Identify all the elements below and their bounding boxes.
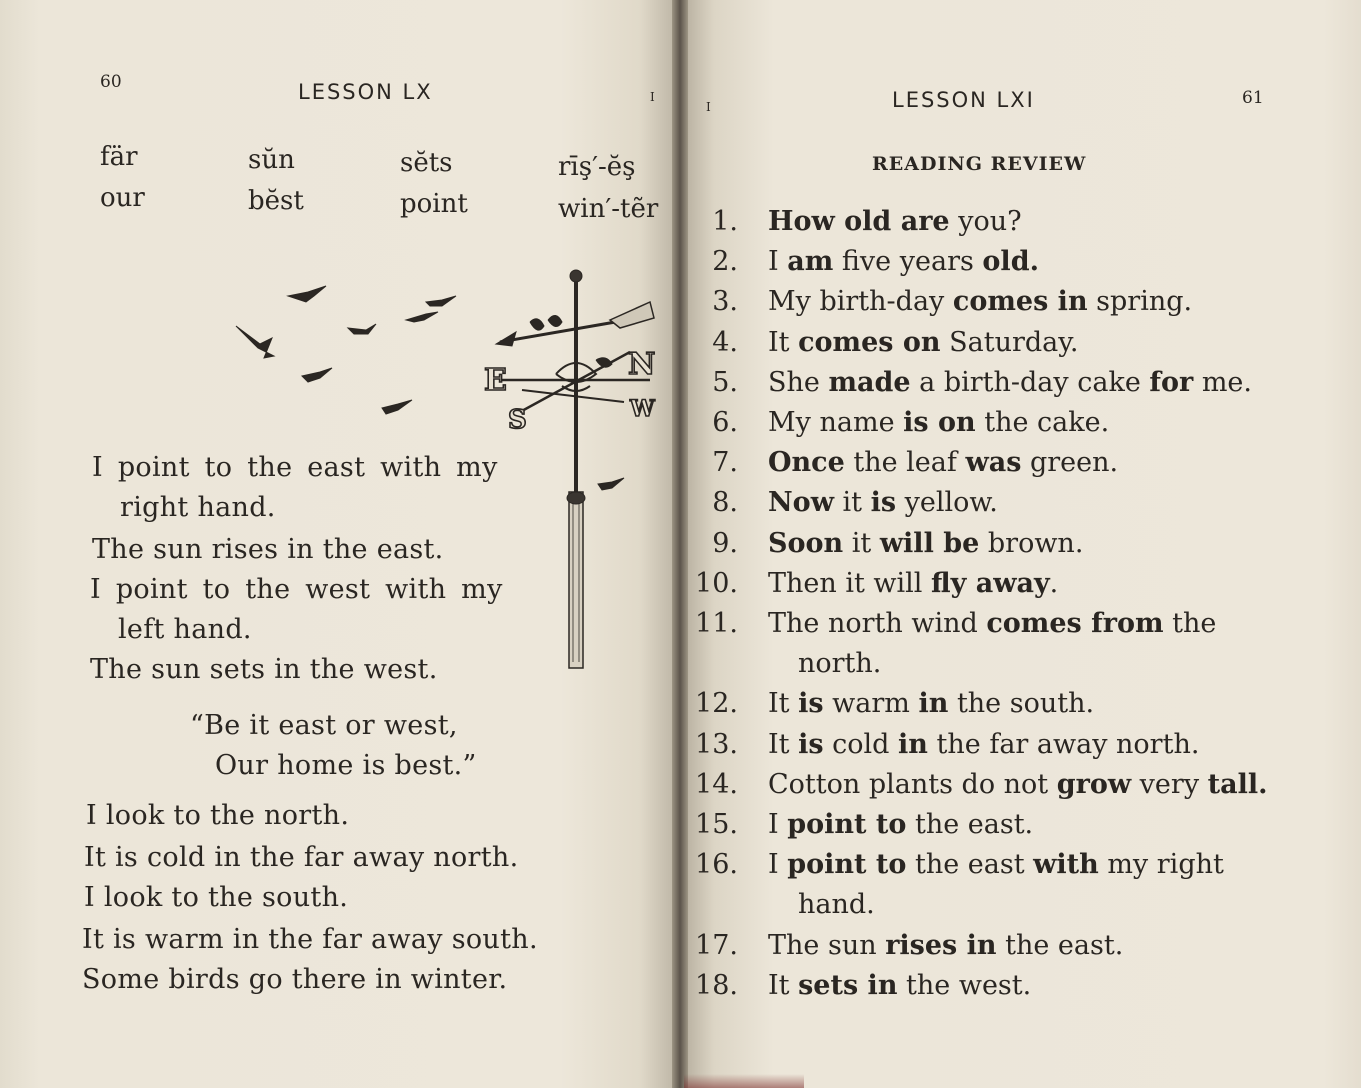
- vocab-word: sĕts: [400, 148, 453, 178]
- review-item-number: 4.: [712, 326, 738, 358]
- plain-word: Cotton plants do not: [768, 768, 1057, 800]
- right-lesson-title: LESSON LXI: [892, 88, 1035, 112]
- plain-word: Then it will: [768, 567, 932, 599]
- bold-word: comes on: [798, 326, 941, 358]
- bold-word: in: [918, 688, 949, 720]
- plain-word: spring.: [1087, 286, 1193, 318]
- review-item-text: [768, 568, 1058, 599]
- review-item-text: [768, 447, 1118, 478]
- plain-word: it: [833, 487, 871, 519]
- vocab-word: win′-tẽr: [558, 194, 659, 224]
- review-item-number: 9.: [712, 527, 738, 559]
- right-page-number: 61: [1242, 88, 1264, 108]
- bold-word: is: [798, 728, 824, 760]
- body-line: left hand.: [118, 614, 252, 645]
- body-line: It is cold in the far away north.: [84, 842, 519, 873]
- compass-letter: E: [484, 363, 507, 398]
- bold-word: old.: [982, 246, 1039, 278]
- bold-word: point to: [787, 809, 907, 840]
- review-item-number: 7.: [712, 447, 738, 479]
- bold-word: made: [828, 366, 911, 398]
- weathervane-icon: [496, 270, 654, 668]
- bold-word: Soon: [768, 527, 844, 559]
- review-item-text: [768, 487, 998, 518]
- bold-word: in: [898, 728, 928, 760]
- plain-word: It: [768, 326, 799, 358]
- plain-word: Saturday.: [940, 326, 1079, 358]
- review-item-number: 10.: [695, 567, 738, 599]
- body-line: I point to the west with my: [90, 574, 503, 605]
- plain-word: cold: [823, 728, 899, 760]
- plain-word: it: [843, 527, 880, 559]
- plain-word: .: [1049, 567, 1059, 599]
- review-item-number: 2.: [712, 246, 738, 278]
- body-line: I look to the south.: [84, 882, 349, 913]
- bold-word: am: [787, 246, 834, 278]
- review-item-text: [768, 809, 1033, 840]
- plain-word: the: [1163, 608, 1217, 639]
- bold-word: with: [1033, 849, 1099, 881]
- plain-word: my right: [1098, 849, 1224, 881]
- review-item-text: [768, 688, 1094, 719]
- left-lesson-title: LESSON LX: [298, 80, 433, 104]
- bold-word: comes in: [952, 286, 1088, 318]
- bold-word: Once: [768, 447, 845, 479]
- left-corner-mark: I: [650, 90, 655, 104]
- bold-word: was: [965, 447, 1022, 479]
- review-item-number: 15.: [695, 809, 738, 840]
- plain-word: the east.: [906, 809, 1034, 840]
- review-item-text: [768, 970, 1031, 1001]
- poem-line: “Be it east or west,: [190, 710, 458, 741]
- vocab-word: point: [400, 189, 468, 219]
- plain-word: It: [768, 728, 799, 760]
- plain-word: It: [768, 688, 799, 720]
- body-line: The sun sets in the west.: [90, 654, 438, 685]
- review-item-text: [768, 729, 1199, 760]
- review-item-text: [768, 930, 1123, 961]
- body-line: right hand.: [120, 492, 276, 523]
- review-item-number: 3.: [712, 286, 738, 318]
- plain-word: green.: [1021, 447, 1119, 479]
- review-item-number: 14.: [695, 768, 738, 800]
- plain-word: the east.: [996, 929, 1124, 961]
- vocab-word: bĕst: [248, 186, 304, 216]
- bold-word: is: [870, 487, 897, 519]
- vocab-word: rīş′-ĕş: [558, 152, 636, 182]
- right-corner-mark: I: [706, 100, 711, 114]
- plain-word: brown.: [979, 527, 1084, 559]
- poem-line: Our home is best.”: [215, 750, 477, 781]
- body-line: Some birds go there in winter.: [82, 964, 508, 995]
- review-item-number: 13.: [695, 728, 738, 760]
- plain-word: me.: [1193, 366, 1252, 398]
- plain-word: the leaf: [844, 447, 966, 479]
- compass-letter: W: [630, 396, 655, 422]
- vocab-word: sŭn: [248, 145, 295, 175]
- plain-word: I: [768, 809, 788, 840]
- plain-word: five years: [833, 246, 983, 278]
- vocab-word: fär: [100, 142, 138, 172]
- plain-word: I: [768, 849, 788, 881]
- plain-word: The north wind: [768, 608, 987, 639]
- plain-word: a birth-day cake: [910, 366, 1150, 398]
- body-line: The sun rises in the east.: [92, 534, 444, 565]
- review-item-text: [768, 407, 1109, 438]
- plain-word: The sun: [768, 929, 886, 961]
- plain-word: you?: [949, 206, 1022, 237]
- review-item-text: [768, 206, 1022, 237]
- review-item-number: 8.: [712, 487, 738, 519]
- plain-word: I: [768, 246, 788, 278]
- plain-word: My name: [768, 407, 904, 438]
- plain-word: yellow.: [896, 487, 998, 519]
- review-item-text: [768, 246, 1039, 277]
- review-item-text: [768, 528, 1083, 559]
- vocab-word: our: [100, 183, 145, 213]
- plain-word: very: [1131, 768, 1208, 800]
- review-item-text: [768, 286, 1192, 317]
- review-item-text: [768, 769, 1268, 800]
- bold-word: point to: [787, 849, 907, 881]
- bold-word: fly away: [931, 567, 1050, 599]
- review-item-text: [768, 608, 1216, 639]
- body-line: I look to the north.: [86, 800, 350, 831]
- bold-word: for: [1149, 366, 1194, 398]
- review-title: READING REVIEW: [872, 153, 1087, 175]
- page-edge: [684, 1074, 804, 1088]
- review-item-number: 12.: [695, 688, 738, 720]
- compass-letter: N: [628, 347, 656, 382]
- review-item-number: 6.: [712, 407, 738, 438]
- compass-letter: S: [508, 405, 527, 435]
- plain-word: the south.: [948, 688, 1095, 720]
- bold-word: rises in: [885, 929, 997, 961]
- plain-word: the cake.: [975, 407, 1110, 438]
- plain-word: the west.: [897, 969, 1032, 1001]
- plain-word: My birth-day: [768, 286, 953, 318]
- review-item-text: [768, 367, 1252, 398]
- review-item-number: 1.: [712, 206, 738, 237]
- bold-word: How old are: [768, 206, 950, 237]
- bold-word: grow: [1056, 768, 1132, 800]
- bold-word: will be: [879, 527, 980, 559]
- review-item-number: 17.: [695, 929, 738, 961]
- review-item-number: 11.: [695, 608, 738, 639]
- bold-word: is on: [903, 407, 976, 438]
- left-page-number: 60: [100, 72, 122, 92]
- review-item-continuation: hand.: [798, 889, 875, 921]
- review-item-text: [768, 327, 1079, 358]
- plain-word: the east: [906, 849, 1034, 881]
- plain-word: It: [768, 969, 799, 1001]
- bold-word: is: [798, 688, 824, 720]
- review-item-number: 5.: [712, 366, 738, 398]
- bold-word: comes from: [986, 608, 1164, 639]
- bold-word: sets in: [798, 969, 898, 1001]
- review-item-continuation: north.: [798, 648, 882, 680]
- bold-word: tall.: [1207, 768, 1268, 800]
- bold-word: Now: [768, 487, 834, 519]
- review-item-text: [768, 849, 1224, 880]
- plain-word: She: [768, 366, 829, 398]
- review-item-number: 16.: [695, 849, 738, 881]
- body-line: It is warm in the far away south.: [82, 924, 538, 955]
- plain-word: the far away north.: [927, 728, 1200, 760]
- review-item-number: 18.: [695, 969, 738, 1001]
- plain-word: warm: [823, 688, 919, 720]
- body-line: I point to the east with my: [92, 452, 498, 483]
